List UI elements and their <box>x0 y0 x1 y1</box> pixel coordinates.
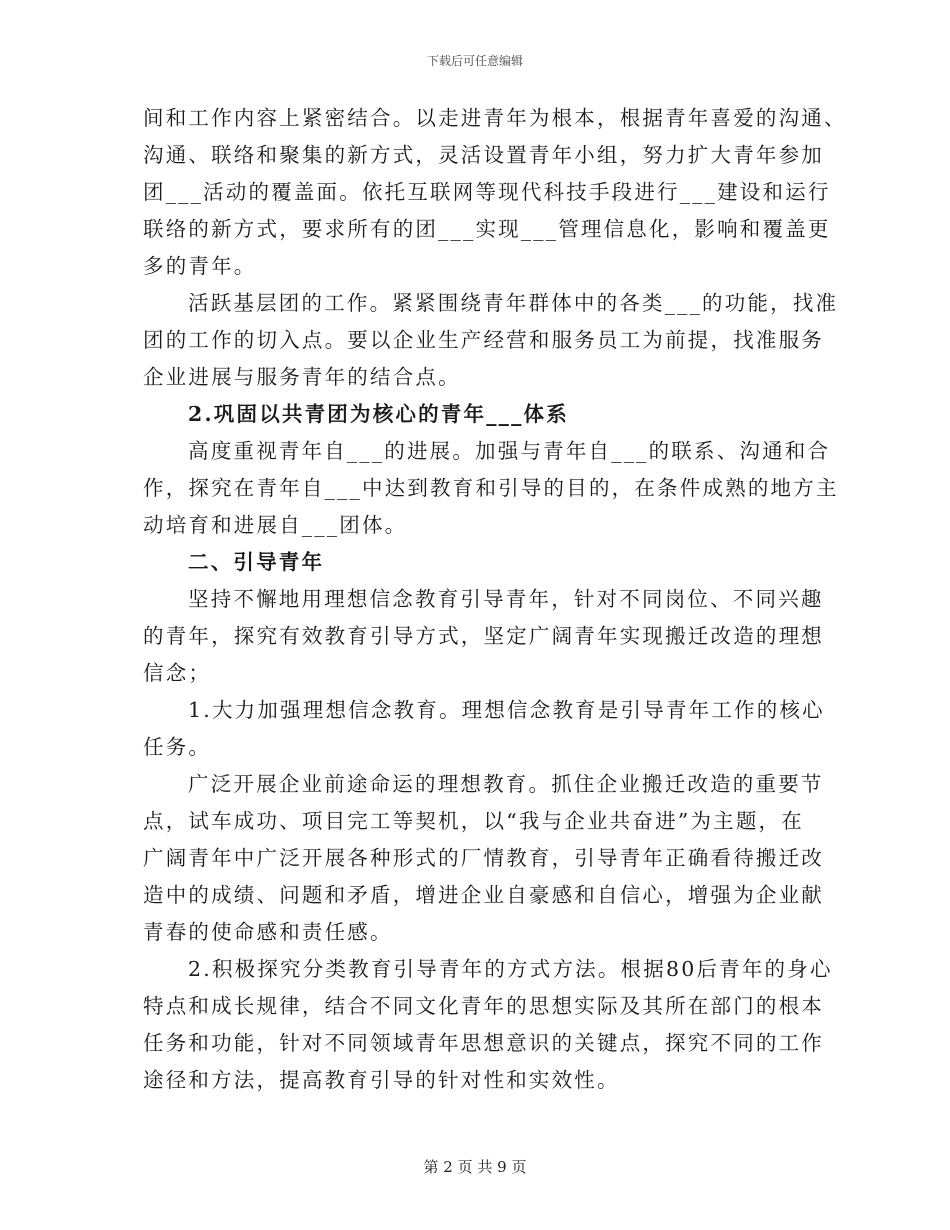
paragraph-line: 高度重视青年自___的进展。加强与青年自___的联系、沟通和合 <box>188 439 831 463</box>
paragraph-line: 信念； <box>143 661 212 685</box>
paragraph-line: 的青年，探究有效教育引导方式，坚定广阔青年实现搬迁改造的理想 <box>143 624 824 648</box>
paragraph-line: 任务。 <box>143 735 212 759</box>
paragraph-line: 任务和功能，针对不同领域青年思想意识的关键点，探究不同的工作 <box>143 1031 824 1055</box>
page-number: 第 2 页 共 9 页 <box>423 1158 527 1176</box>
paragraph-line: 1.大力加强理想信念教育。理想信念教育是引导青年工作的核心 <box>188 698 825 722</box>
page-header: 下载后可任意编辑 <box>426 54 523 68</box>
paragraph-line: 动培育和进展自___团体。 <box>143 513 408 537</box>
section-heading-line: 二、引导青年 <box>188 550 325 574</box>
paragraph-line: 多的青年。 <box>143 254 257 278</box>
paragraph-line: 活跃基层团的工作。紧紧围绕青年群体中的各类___的功能，找准 <box>188 291 839 315</box>
paragraph-line: 作，探究在青年自___中达到教育和引导的目的，在条件成熟的地方主 <box>143 476 839 500</box>
paragraph-line: 造中的成绩、问题和矛盾，增进企业自豪感和自信心，增强为企业献 <box>143 883 824 907</box>
paragraph-line: 途径和方法，提高教育引导的针对性和实效性。 <box>143 1068 620 1092</box>
paragraph-line: 特点和成长规律，结合不同文化青年的思想实际及其所在部门的根本 <box>143 994 824 1018</box>
paragraph-line: 团___活动的覆盖面。依托互联网等现代科技手段进行___建设和运行 <box>143 180 831 204</box>
paragraph-line: 广阔青年中广泛开展各种形式的厂情教育，引导青年正确看待搬迁改 <box>143 846 824 870</box>
paragraph-line: 团的工作的切入点。要以企业生产经营和服务员工为前提，找准服务 <box>143 328 824 352</box>
document-body <box>143 100 847 1099</box>
paragraph-line: 坚持不懈地用理想信念教育引导青年，针对不同岗位、不同兴趣 <box>188 587 824 611</box>
paragraph-line: 企业进展与服务青年的结合点。 <box>143 365 461 389</box>
paragraph-line: 点，试车成功、项目完工等契机，以“我与企业共奋进”为主题，在 <box>143 809 804 833</box>
paragraph-line: 青春的使命感和责任感。 <box>143 920 393 944</box>
paragraph-line: 间和工作内容上紧密结合。以走进青年为根本，根据青年喜爱的沟通、 <box>143 106 847 130</box>
paragraph-line: 广泛开展企业前途命运的理想教育。抓住企业搬迁改造的重要节 <box>188 772 824 796</box>
paragraph-line: 沟通、联络和聚集的新方式，灵活设置青年小组，努力扩大青年参加 <box>143 143 824 167</box>
paragraph-line: 联络的新方式，要求所有的团___实现___管理信息化，影响和覆盖更 <box>143 217 831 241</box>
section-heading-line: 2.巩固以共青团为核心的青年___体系 <box>188 402 569 426</box>
paragraph-line: 2.积极探究分类教育引导青年的方式方法。根据80后青年的身心 <box>188 957 833 981</box>
